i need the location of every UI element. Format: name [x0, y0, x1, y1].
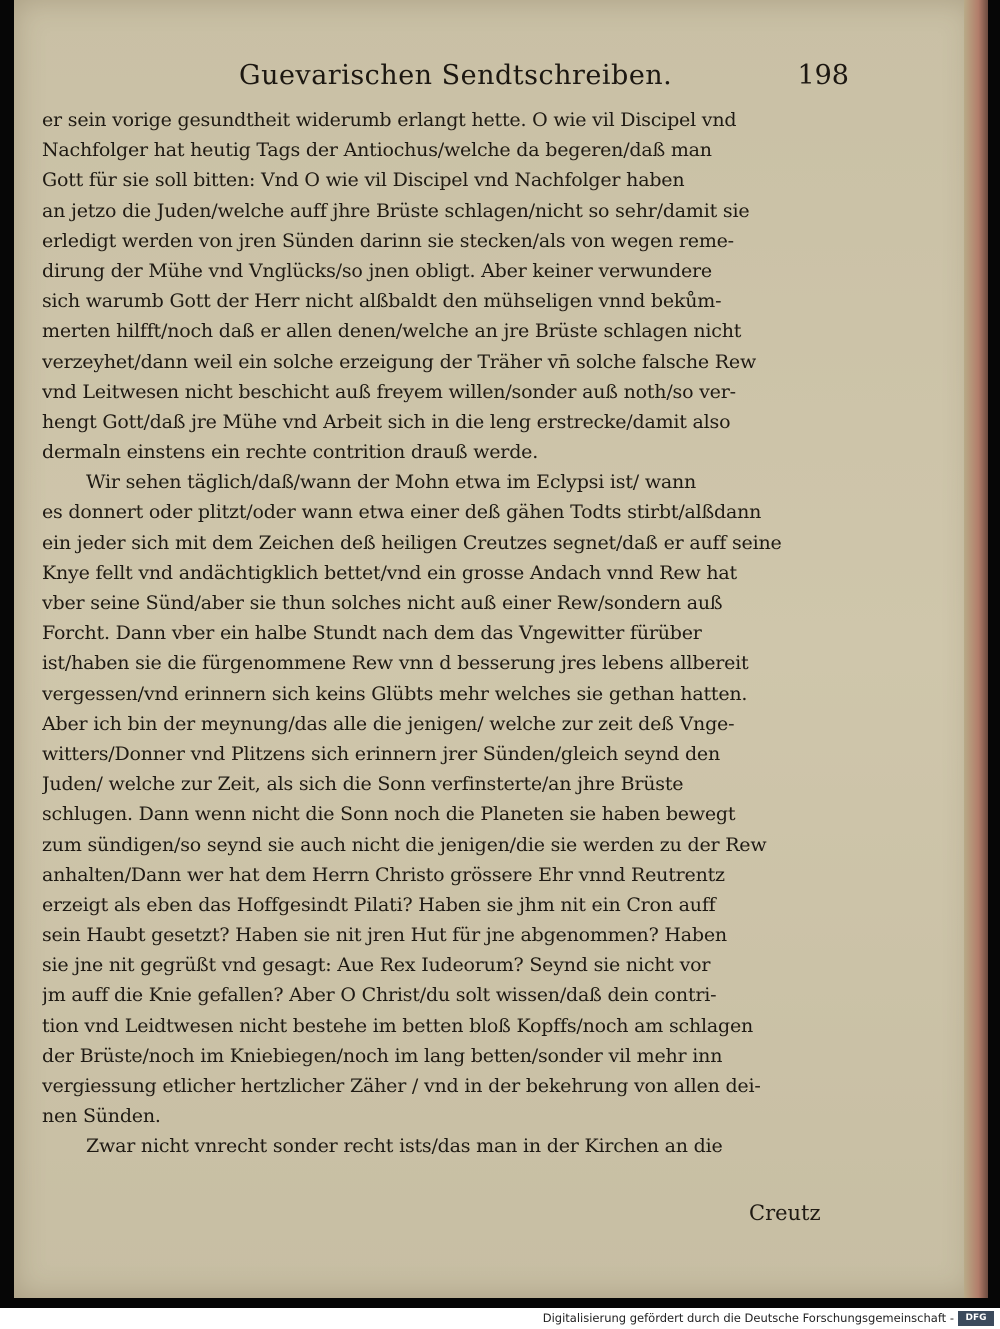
page-header — [229, 60, 849, 100]
page-edge — [964, 0, 988, 1298]
text-line: ist/haben sie die fürgenommene Rew vnn d besserung jres lebens allbereit — [42, 652, 749, 675]
text-line: jm auff die Knie gefallen? Aber O Christ/du solt wissen/daß dein contri- — [42, 984, 717, 1007]
page-number: 198 — [797, 60, 849, 91]
text-line: vnd Leitwesen nicht beschicht auß freyem willen/sonder auß noth/so ver- — [42, 380, 736, 403]
text-line: dermaln einstens ein rechte contrition drauß werde. — [42, 441, 539, 464]
text-line: zum sündigen/so seynd sie auch nicht die jenigen/die sie werden zu der Rew — [42, 833, 767, 856]
text-line: Zwar nicht vnrecht sonder recht ists/das man in der Kirchen an die — [86, 1135, 723, 1158]
running-head: Guevarischen Sendtschreiben. — [239, 60, 673, 91]
text-line: an jetzo die Juden/welche auff jhre Brüste schlagen/nicht so sehr/damit sie — [42, 199, 750, 222]
text-line: Aber ich bin der meynung/das alle die jenigen/ welche zur zeit deß Vnge- — [42, 712, 735, 735]
text-line: dirung der Mühe vnd Vnglücks/so jnen obligt. Aber keiner verwundere — [42, 259, 712, 282]
text-line: Forcht. Dann vber ein halbe Stundt nach dem das Vngewitter fürüber — [42, 622, 702, 645]
text-line: anhalten/Dann wer hat dem Herrn Christo grössere Ehr vnnd Reutrentz — [42, 863, 725, 886]
text-line: erzeigt als eben das Hoffgesindt Pilati? Haben sie jhm nit ein Cron auff — [42, 893, 716, 916]
book-page — [14, 0, 974, 1298]
text-line: es donnert oder plitzt/oder wann etwa einer deß gähen Todts stirbt/alßdann — [42, 501, 762, 524]
text-line: vber seine Sünd/aber sie thun solches nicht auß einer Rew/sondern auß — [42, 592, 723, 614]
text-line: Wir sehen täglich/daß/wann der Mohn etwa im Eclypsi ist/ wann — [86, 471, 697, 494]
text-line: merten hilfft/noch daß er allen denen/welche an jre Brüste schlagen nicht — [42, 320, 742, 343]
text-line: sich warumb Gott der Herr nicht alßbaldt den mühseligen vnnd bekům- — [42, 290, 722, 313]
text-line: erledigt werden von jren Sünden darinn sie stecken/als von wegen reme- — [42, 229, 734, 252]
text-line: er sein vorige gesundtheit widerumb erlangt hette. O wie vil Discipel vnd — [42, 109, 737, 131]
catchword: Creutz — [749, 1201, 821, 1225]
text-line: vergiessung etlicher hertzlicher Zäher / vnd in der bekehrung von allen dei- — [42, 1075, 761, 1097]
text-line: der Brüste/noch im Kniebiegen/noch im lang betten/sonder vil mehr inn — [42, 1044, 723, 1067]
text-line: witters/Donner vnd Plitzens sich erinnern jrer Sünden/gleich seynd den — [42, 742, 721, 765]
text-line: Nachfolger hat heutig Tags der Antiochus/welche da begeren/daß man — [42, 139, 712, 162]
text-line: vergessen/vnd erinnern sich keins Glübts mehr welches sie gethan hatten. — [42, 682, 748, 705]
funding-notice: Digitalisierung gefördert durch die Deutsche Forschungsgemeinschaft - — [542, 1311, 954, 1325]
text-line: ein jeder sich mit dem Zeichen deß heiligen Creutzes segnet/daß er auff seine — [42, 531, 782, 554]
text-line: verzeyhet/dann weil ein solche erzeigung der Träher vn̄ solche falsche Rew — [42, 350, 757, 373]
text-line: sein Haubt gesetzt? Haben sie nit jren Hut für jne abgenommen? Haben — [42, 924, 727, 947]
text-line: Gott für sie soll bitten: Vnd O wie vil Discipel vnd Nachfolger haben — [42, 169, 685, 192]
footer-bar — [0, 1308, 1000, 1329]
text-line: nen Sünden. — [42, 1105, 161, 1128]
text-line: Knye fellt vnd andächtigklich bettet/vnd ein grosse Andach vnnd Rew hat — [42, 561, 737, 584]
text-line: schlugen. Dann wenn nicht die Sonn noch die Planeten sie haben bewegt — [42, 803, 736, 826]
dfg-logo: DFG — [958, 1311, 994, 1326]
text-line: Juden/ welche zur Zeit, als sich die Sonn verfinsterte/an jhre Brüste — [42, 773, 684, 796]
text-line: tion vnd Leidtwesen nicht bestehe im betten bloß Kopffs/noch am schlagen — [42, 1014, 754, 1037]
text-line: hengt Gott/daß jre Mühe vnd Arbeit sich in die leng erstrecke/damit also — [42, 410, 731, 433]
body-text — [42, 105, 842, 1162]
text-line: sie jne nit gegrüßt vnd gesagt: Aue Rex Iudeorum? Seynd sie nicht vor — [42, 954, 711, 977]
